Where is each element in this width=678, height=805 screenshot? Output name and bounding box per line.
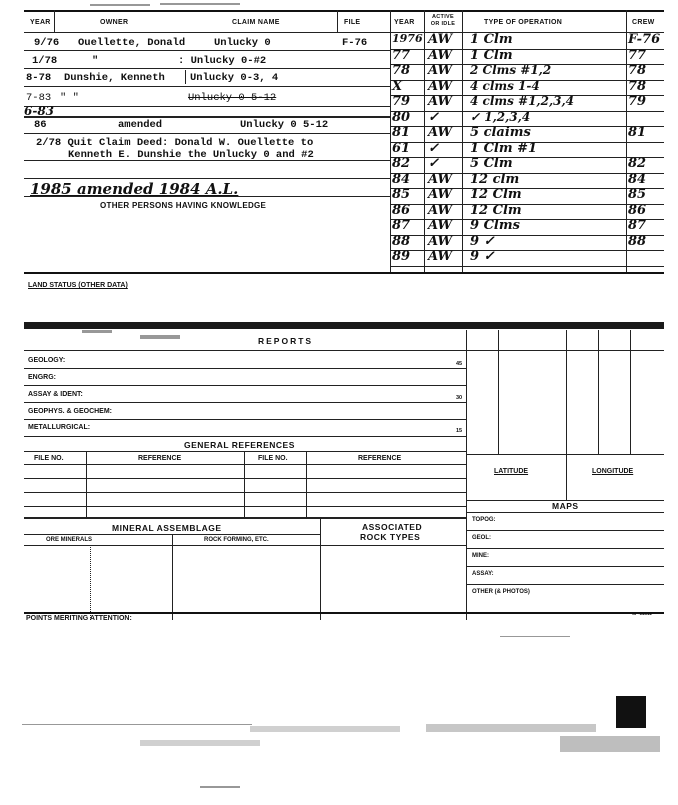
- header-claim-name: CLAIM NAME: [232, 19, 280, 26]
- activity-operation: ✓ 1,2,3,4: [470, 109, 531, 124]
- top-rule: [24, 10, 664, 12]
- activity-crew: 88: [628, 233, 647, 249]
- activity-operation: 4 clms 1-4: [470, 78, 540, 93]
- activity-status: ✓: [428, 140, 439, 156]
- activity-crew: 77: [628, 47, 647, 63]
- maps-row: GEOL:: [472, 535, 491, 541]
- other-persons-label: OTHER PERSONS HAVING KNOWLEDGE: [100, 201, 267, 210]
- reports-row: GEOLOGY:: [28, 357, 66, 364]
- activity-status: AW: [428, 32, 453, 47]
- owner-date: 9/76: [34, 37, 60, 49]
- scan-noise: [140, 740, 260, 746]
- header-year: YEAR: [30, 19, 51, 26]
- owner-name: Ouellette, Donald: [78, 37, 186, 49]
- corner-mark: [616, 696, 646, 728]
- activity-operation: 5 claims: [470, 125, 531, 140]
- activity-operation: 9 ✓: [470, 249, 495, 264]
- scan-noise: [82, 330, 112, 333]
- row-rule: [24, 385, 466, 386]
- col-divider: [337, 10, 338, 32]
- maps-row: MINE:: [472, 553, 489, 559]
- activity-year: 81: [392, 125, 411, 140]
- claim-name: : Unlucky 0-#2: [178, 55, 267, 67]
- scan-noise: [500, 636, 570, 637]
- form-number: SP-14612: [632, 611, 653, 616]
- mineral-assemblage-title: MINERAL ASSEMBLAGE: [112, 523, 222, 533]
- activity-crew: 78: [628, 78, 647, 94]
- row-rule: [24, 478, 466, 479]
- ref-col-header: FILE NO.: [34, 455, 64, 462]
- col-divider: [566, 330, 567, 500]
- activity-crew: 86: [628, 202, 647, 218]
- claim-name: Unlucky 0 5-12: [188, 92, 277, 104]
- owner-name: ": [92, 55, 99, 67]
- activity-year: 82: [392, 156, 411, 171]
- activity-year: 80: [392, 109, 411, 125]
- scan-noise: [560, 736, 660, 752]
- col-divider: [54, 10, 55, 32]
- header-owner: OWNER: [100, 19, 129, 26]
- owner-name: " ": [60, 92, 79, 104]
- activity-status: AW: [428, 187, 453, 202]
- activity-operation: 5 Clm: [470, 156, 513, 171]
- reports-number-15: 15: [456, 428, 463, 434]
- row-rule: [466, 530, 664, 531]
- row-rule: [24, 116, 390, 118]
- col-divider: [320, 517, 321, 620]
- activity-crew: 81: [628, 125, 647, 140]
- maps-title: MAPS: [552, 501, 579, 511]
- header-crew: CREW: [632, 19, 655, 26]
- section-rule: [24, 350, 664, 351]
- section-rule: [24, 517, 466, 519]
- scan-noise: [90, 4, 150, 6]
- activity-status: AW: [428, 249, 453, 264]
- header-type-operation: TYPE OF OPERATION: [484, 19, 563, 26]
- row-rule: [24, 402, 466, 403]
- col-divider: [90, 545, 91, 620]
- ref-col-header: FILE NO.: [258, 455, 288, 462]
- activity-status: AW: [428, 78, 453, 94]
- file-number: F-76: [342, 37, 368, 49]
- activity-operation: 1 Clm #1: [470, 140, 538, 156]
- ref-col-header: REFERENCE: [358, 455, 402, 462]
- activity-year: 87: [392, 218, 411, 233]
- activity-year: 61: [392, 140, 411, 156]
- activity-operation: 12 Clm: [470, 202, 522, 218]
- col-divider: [466, 330, 467, 620]
- col-divider: [630, 330, 631, 454]
- col-divider: [598, 330, 599, 454]
- activity-crew: F-76: [628, 32, 661, 47]
- activity-status: ✓: [428, 109, 439, 125]
- reports-row: METALLURGICAL:: [28, 424, 91, 431]
- maps-row: OTHER (& PHOTOS): [472, 589, 530, 595]
- row-rule: [24, 492, 466, 493]
- claim-name: Unlucky 0 5-12: [240, 119, 329, 131]
- activity-status: AW: [428, 47, 453, 63]
- rock-forming-header: ROCK FORMING, ETC.: [204, 537, 269, 543]
- header-active-idle: ACTIVE OR IDLE: [430, 14, 456, 27]
- col-divider: [244, 451, 245, 517]
- maps-row: TOPOG:: [472, 517, 496, 523]
- quit-claim-line-2: Kenneth E. Dunshie the Unlucky 0 and #2: [68, 149, 314, 161]
- scan-noise: [140, 335, 180, 339]
- points-meriting-attention-label: POINTS MERITING ATTENTION:: [26, 615, 132, 622]
- activity-operation: 4 clms #1,2,3,4: [470, 94, 575, 108]
- activity-status: AW: [428, 63, 453, 78]
- activity-operation: 12 clm: [470, 171, 520, 187]
- associated-label: ASSOCIATED: [362, 522, 423, 532]
- header-file: FILE: [344, 19, 361, 26]
- reports-row: ASSAY & IDENT:: [28, 391, 83, 398]
- activity-crew: 85: [628, 187, 647, 202]
- reports-number-45: 45: [456, 361, 463, 367]
- scan-noise: [426, 724, 596, 732]
- longitude-label: LONGITUDE: [592, 468, 634, 475]
- section-rule: [24, 272, 664, 274]
- owner-date: 1/78: [32, 55, 58, 67]
- col-divider: [306, 451, 307, 517]
- activity-status: AW: [428, 233, 453, 249]
- row-rule: [24, 506, 466, 507]
- row-rule: [24, 419, 466, 420]
- quit-claim-line-1: 2/78 Quit Claim Deed: Donald W. Ouellette to: [36, 137, 314, 149]
- row-rule: [24, 106, 390, 107]
- reports-row: GEOPHYS. & GEOCHEM:: [28, 408, 113, 415]
- claim-name: Unlucky 0: [214, 37, 271, 49]
- activity-year: 88: [392, 233, 411, 249]
- activity-year: 79: [392, 94, 411, 109]
- col-divider: [185, 70, 186, 84]
- land-status-label: LAND STATUS (OTHER DATA): [28, 282, 128, 289]
- reports-band: [24, 322, 664, 329]
- rock-types-label: ROCK TYPES: [360, 532, 421, 542]
- claim-name: Unlucky 0-3, 4: [190, 72, 279, 84]
- row-rule: [24, 68, 390, 69]
- col-divider: [172, 534, 173, 620]
- row-rule: [466, 548, 664, 549]
- reports-row: ENGRG:: [28, 374, 56, 381]
- header-bottom-rule: [24, 32, 664, 33]
- activity-year: X: [392, 78, 403, 94]
- activity-year: 78: [392, 63, 411, 78]
- row-rule: [24, 451, 466, 452]
- activity-row-rule: [390, 266, 664, 267]
- row-rule: [24, 464, 466, 465]
- header-year-2: YEAR: [394, 19, 415, 26]
- ref-col-header: REFERENCE: [138, 455, 182, 462]
- activity-year: 84: [392, 171, 411, 187]
- activity-year: 77: [392, 47, 411, 63]
- latitude-label: LATITUDE: [494, 468, 529, 475]
- activity-crew: 82: [628, 156, 647, 171]
- col-divider: [86, 451, 87, 517]
- row-rule: [24, 133, 390, 134]
- owner-name: Dunshie, Kenneth: [64, 72, 165, 84]
- activity-year: 85: [392, 187, 411, 202]
- row-rule: [24, 50, 390, 51]
- scan-noise: [160, 3, 240, 5]
- row-rule: [24, 86, 390, 87]
- activity-operation: 2 Clms #1,2: [470, 63, 552, 77]
- activity-status: AW: [428, 125, 453, 140]
- reports-number-30: 30: [456, 395, 463, 401]
- col-divider: [498, 330, 499, 454]
- activity-status: AW: [428, 202, 453, 218]
- section-rule: [24, 612, 664, 614]
- row-rule: [466, 454, 664, 455]
- activity-operation: 9 ✓: [470, 233, 495, 249]
- row-rule: [24, 368, 466, 369]
- activity-operation: 1 Clm: [470, 32, 513, 47]
- activity-crew: 87: [628, 218, 647, 233]
- owner-date: 86: [34, 119, 47, 131]
- activity-status: AW: [428, 171, 453, 187]
- row-rule: [466, 584, 664, 585]
- owner-date: 7-83: [26, 92, 52, 104]
- activity-operation: 1 Clm: [470, 47, 513, 63]
- ore-minerals-header: ORE MINERALS: [46, 537, 93, 543]
- activity-crew: 79: [628, 94, 647, 109]
- general-references-title: GENERAL REFERENCES: [184, 440, 295, 450]
- owner-name: amended: [118, 119, 163, 131]
- maps-row: ASSAY:: [472, 571, 494, 577]
- row-rule: [24, 178, 390, 179]
- row-rule: [24, 436, 466, 437]
- row-rule: [466, 512, 664, 513]
- row-rule: [466, 566, 664, 567]
- activity-year: 86: [392, 202, 411, 218]
- owner-date: 6-83: [24, 104, 55, 118]
- activity-year: 89: [392, 249, 411, 264]
- activity-status: ✓: [428, 156, 439, 171]
- owner-date: 8-78: [26, 72, 52, 84]
- activity-status: AW: [428, 218, 453, 233]
- scan-noise: [250, 726, 400, 732]
- activity-operation: 12 Clm: [470, 187, 522, 202]
- activity-crew: 78: [628, 63, 647, 78]
- amended-note: 1985 amended 1984 A.L.: [30, 180, 239, 198]
- activity-year: 1976: [392, 32, 423, 45]
- reports-title: REPORTS: [258, 336, 314, 346]
- activity-crew: 84: [628, 171, 647, 187]
- activity-operation: 9 Clms: [470, 218, 520, 233]
- activity-status: AW: [428, 94, 453, 109]
- scan-noise: [200, 786, 240, 788]
- scan-noise: [22, 724, 252, 725]
